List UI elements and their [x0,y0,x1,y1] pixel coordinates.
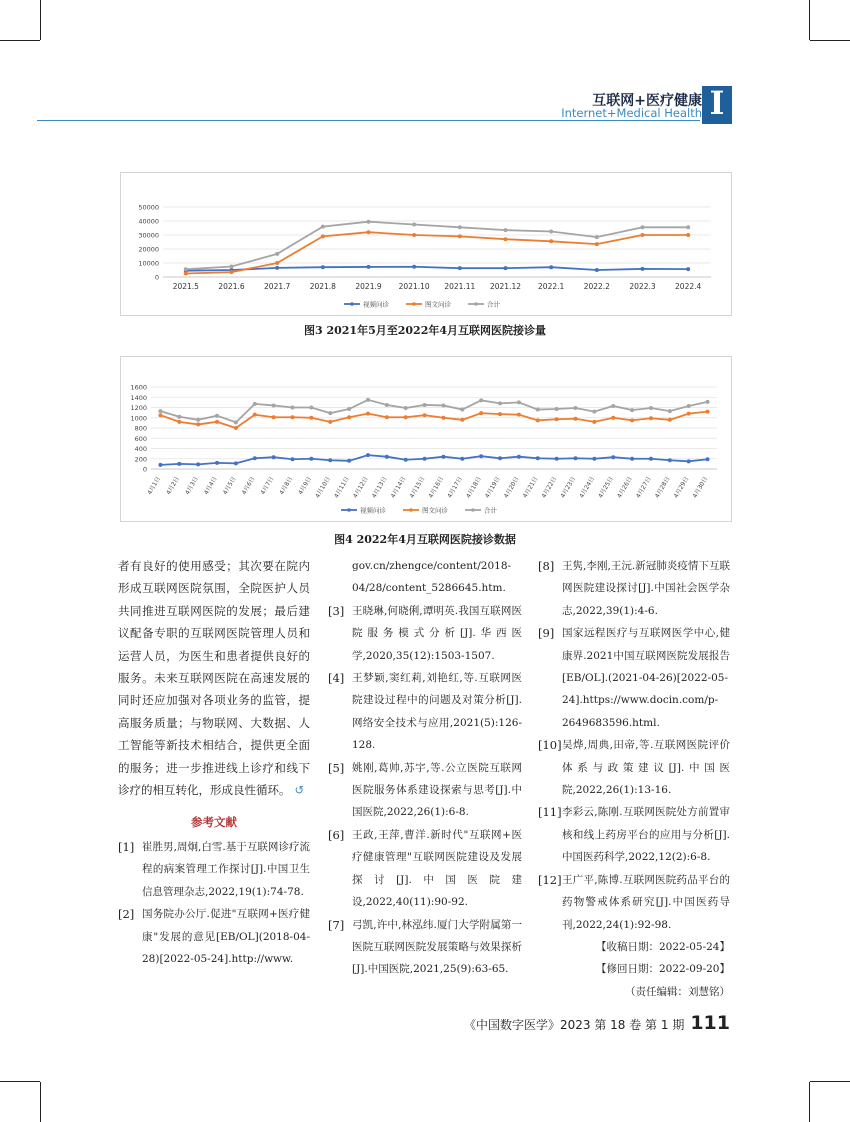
y-tick-label: 600 [134,434,147,443]
reference-text: 国务院办公厅.促进"互联网+医疗健康"发展的意见[EB/OL](2018-04-28)[2022-05-24].http://www. [142,908,310,965]
data-point [504,237,508,241]
reference-text: 崔胜男,周炯,白雪.基于互联网诊疗流程的病案管理工作探讨[J].中国卫生信息管理杂志,2022,19(1):74-78. [142,840,310,898]
data-point [347,459,351,463]
reference-number: [6] [328,827,345,842]
x-tick-label: 2021.7 [264,282,291,291]
reference-text: 王晓琳,何晓俐,谭明英.我国互联网医院服务模式分析[J].华西医学,2020,35(12):1503-1507. [352,604,522,662]
figure-4-caption: 图4 2022年4月互联网医院接诊数据 [334,533,516,546]
reference-item [538,801,730,868]
reference-text: 李彩云,陈刚.互联网医院处方前置审核和线上药房平台的应用与分析[J].中国医药科学,2022,12(2):6-8. [562,806,730,864]
data-point [230,270,234,274]
data-point [668,418,672,422]
data-point [687,404,691,408]
y-tick-label: 400 [134,445,147,453]
data-point [630,408,634,412]
figure-3-caption: 图3 2021年5月至2022年4月互联网医院接诊量 [303,324,547,337]
x-tick-label: 4月25日 [597,475,615,500]
x-tick-label: 4月8日 [278,475,295,497]
data-point [423,403,427,407]
legend-label: 合计 [487,300,500,309]
data-point [423,413,427,417]
data-point [309,406,313,410]
data-point [641,225,645,229]
received-date: 【收稿日期：2022-05-24】 [595,940,730,953]
journal-name: 《中国数字医学》2023 第 18 卷 第 1 期 [463,1018,685,1032]
figure-4-chart [120,356,732,522]
x-tick-label: 4月29日 [672,475,691,500]
x-tick-label: 4月21日 [521,475,540,500]
data-point [253,413,257,417]
reference-item [328,600,522,667]
reference-text: 王梦颖,窦红莉,刘艳红,等.互联网医院建设过程中的问题及对策分析[J].网络安全技术与应用,2021(5):126-128. [352,672,522,752]
crop-mark [809,1082,810,1122]
data-point [706,400,710,404]
reference-number: [2] [118,907,135,922]
y-tick-label: 20000 [138,245,159,254]
data-point [536,408,540,412]
reference-number: [11] [538,805,562,820]
y-tick-label: 1400 [130,393,147,402]
series-line-2 [186,222,688,270]
column-1 [118,555,310,970]
data-point [498,401,502,405]
reference-number: [1] [118,839,135,854]
data-point [630,457,634,461]
data-point [366,398,370,402]
data-point [275,252,279,256]
responsible-editor: （责任编辑：刘慧铭） [625,985,730,998]
data-point [549,265,553,269]
x-tick-label: 2022.3 [629,282,656,291]
data-point [412,265,416,269]
data-point [347,407,351,411]
series-line-0 [160,455,707,465]
crop-mark [0,1081,40,1082]
data-point [479,411,483,415]
data-point [367,265,371,269]
x-tick-label: 2021.11 [444,282,476,291]
crop-mark [40,1082,41,1122]
data-point [272,455,276,459]
data-point [291,406,295,410]
data-point [275,261,279,265]
data-point [706,410,710,414]
reference-text: 弓凯,许中,林泓纬.厦门大学附属第一医院互联网医院发展策略与效果探析[J].中国医院,2021,25(9):63-65. [352,918,522,976]
data-point [184,267,188,271]
data-point [441,455,445,459]
y-tick-label: 1200 [130,404,147,412]
data-point [321,225,325,229]
crop-mark [809,0,810,40]
figure-3-chart [120,172,732,316]
data-point [687,459,691,463]
x-tick-label: 4月15日 [408,475,427,500]
data-point [706,457,710,461]
data-point [196,422,200,426]
series-line-0 [186,267,688,271]
y-tick-label: 0 [142,465,147,474]
x-tick-label: 4月24日 [578,475,597,500]
y-tick-label: 1000 [130,414,147,423]
revised-date: 【修回日期：2022-09-20】 [595,963,730,976]
legend-marker [471,508,475,512]
references-heading: 参考文献 [191,815,237,830]
data-point [385,415,389,419]
data-point [574,456,578,460]
data-point [196,418,200,422]
page-footer [464,1012,730,1034]
reference-continuation: gov.cn/zhengce/content/2018-04/28/content_5286645.htm. [352,560,512,595]
x-tick-label: 2021.5 [172,282,199,291]
reference-item [118,903,310,970]
reference-item [538,622,730,734]
x-tick-label: 4月2日 [165,475,182,497]
data-point [574,406,578,410]
data-point [549,239,553,243]
data-point [441,416,445,420]
data-point [595,268,599,272]
x-tick-label: 2021.10 [398,282,430,291]
x-tick-label: 4月18日 [465,475,483,500]
data-point [404,406,408,410]
x-tick-label: 4月9日 [297,475,314,497]
reference-number: [3] [328,603,345,618]
y-tick-label: 1600 [130,383,147,392]
x-tick-label: 4月4日 [202,475,219,497]
data-point [668,458,672,462]
data-point [504,228,508,232]
data-point [404,415,408,419]
data-point [536,456,540,460]
reference-text: 姚刚,葛帅,苏宇,等.公立医院互联网医院服务体系建设探索与思考[J].中国医院,2022,26(1):6-8. [352,761,522,819]
section-logo [702,86,732,124]
y-tick-label: 50000 [138,203,159,212]
x-tick-label: 4月20日 [502,475,521,500]
reference-item [538,555,730,622]
x-tick-label: 2022.2 [583,282,610,291]
data-point [460,457,464,461]
data-point [328,411,332,415]
data-point [555,457,559,461]
data-point [649,457,653,461]
x-tick-label: 4月3日 [184,475,200,497]
data-point [309,416,313,420]
reference-item [118,836,310,903]
x-tick-label: 2022.1 [538,282,565,291]
data-point [423,457,427,461]
y-tick-label: 200 [134,455,147,464]
references-list-col3 [538,555,730,936]
data-point [215,461,219,465]
data-point [441,403,445,407]
data-point [498,456,502,460]
reference-number: [12] [538,872,562,887]
x-tick-label: 4月30日 [691,475,710,500]
data-point [177,420,181,424]
data-point [592,420,596,424]
crop-mark [40,0,41,40]
x-tick-label: 4月19日 [483,475,502,500]
data-point [479,454,483,458]
reference-item [328,667,522,757]
y-tick-label: 800 [134,424,147,433]
reference-item [328,914,522,981]
data-point [253,456,257,460]
reference-number: [7] [328,917,345,932]
running-header-title: 互联网+医疗健康 [592,93,702,109]
section-logo-letter: I [709,84,725,122]
data-point [385,403,389,407]
data-point [611,455,615,459]
data-point [687,412,691,416]
x-tick-label: 2021.12 [489,282,522,291]
figure-3-svg [121,173,731,315]
column-3 [538,555,730,1003]
x-tick-label: 4月6日 [240,475,257,497]
legend-marker [347,508,351,512]
data-point [611,404,615,408]
references-list-col1 [118,836,310,970]
legend-marker [474,302,478,306]
crop-mark [0,40,40,41]
x-tick-label: 4月5日 [221,475,238,497]
running-header-subtitle: Internet+Medical Health [561,106,702,120]
y-tick-label: 0 [154,273,159,282]
legend-label: 视频问诊 [360,506,386,515]
x-tick-label: 4月7日 [259,475,276,497]
header-rule [37,120,700,121]
x-tick-label: 2021.9 [355,282,382,291]
reference-number: [9] [538,626,555,641]
data-point [321,234,325,238]
data-point [668,409,672,413]
crop-mark [810,1081,850,1082]
data-point [184,272,188,276]
data-point [234,420,238,424]
data-point [630,418,634,422]
x-tick-label: 2022.4 [675,282,702,291]
x-tick-label: 4月14日 [389,475,408,500]
data-point [641,267,645,271]
data-point [366,453,370,457]
data-point [686,233,690,237]
data-point [234,461,238,465]
data-point [460,408,464,412]
reference-number: [10] [538,738,562,753]
data-point [595,242,599,246]
data-point [158,413,162,417]
data-point [291,457,295,461]
reference-number: [5] [328,760,345,775]
x-tick-label: 4月28日 [653,475,672,500]
data-point [366,412,370,416]
data-point [215,414,219,418]
data-point [253,402,257,406]
x-tick-label: 4月10日 [314,475,332,500]
data-point [592,457,596,461]
reference-item [328,757,522,824]
data-point [592,410,596,414]
x-tick-label: 4月11日 [333,475,351,500]
data-point [177,415,181,419]
reference-number: [8] [538,559,555,573]
legend-marker [409,508,413,512]
data-point [458,266,462,270]
page-number: 111 [690,1012,730,1034]
data-point [215,420,219,424]
data-point [641,233,645,237]
data-point [412,233,416,237]
data-point [275,266,279,270]
data-point [555,407,559,411]
crop-mark [810,40,850,41]
references-list-col2 [328,600,522,981]
x-tick-label: 4月13日 [370,475,389,500]
data-point [479,398,483,402]
x-tick-label: 4月23日 [559,475,578,500]
x-tick-label: 4月27日 [634,475,653,500]
x-tick-label: 4月17日 [446,475,465,500]
data-point [272,403,276,407]
data-point [328,420,332,424]
data-point [291,415,295,419]
x-tick-label: 4月16日 [427,475,446,500]
data-point [347,415,351,419]
data-point [498,412,502,416]
column-2 [328,555,522,981]
legend-marker [412,302,416,306]
data-point [158,463,162,467]
data-point [517,413,521,417]
x-tick-label: 4月22日 [540,475,559,500]
data-point [649,416,653,420]
data-point [458,225,462,229]
data-point [272,415,276,419]
data-point [367,230,371,234]
data-point [234,426,238,430]
x-tick-label: 4月26日 [616,475,634,500]
data-point [177,462,181,466]
data-point [536,418,540,422]
data-point [158,409,162,413]
data-point [549,230,553,234]
series-line-1 [160,412,707,428]
data-point [686,267,690,271]
data-point [517,400,521,404]
reference-item [538,734,730,801]
reference-number: [4] [328,671,345,686]
body-paragraph [118,555,310,801]
end-mark-icon: ↺ [294,783,305,798]
reference-text: 吴烨,周典,田帝,等.互联网医院评价体系与政策建议[J].中国医院,2022,26(1):13-16. [562,739,730,797]
legend-label: 图文问诊 [422,506,448,515]
data-point [555,417,559,421]
y-tick-label: 30000 [138,231,159,240]
x-tick-label: 2021.6 [218,282,245,291]
x-tick-label: 4月1日 [146,475,163,497]
legend-marker [350,302,354,306]
x-tick-label: 2021.8 [309,282,336,291]
legend-label: 视频问诊 [363,300,389,309]
x-tick-label: 4月12日 [351,475,370,500]
data-point [196,462,200,466]
data-point [458,234,462,238]
data-point [686,225,690,229]
reference-text: 国家远程医疗与互联网医学中心,健康界.2021中国互联网医院发展报告[EB/OL].(2021-04-26)[2022-05-24].https://www.docin.com/p-2649683596.html. [562,627,730,729]
legend-label: 合计 [484,506,497,515]
reference-text: 王政,王萍,曹洋.新时代"互联网+医疗健康管理"互联网医院建设及发展探讨[J].中国医院建设,2022,40(11):90-92. [352,828,522,909]
reference-item [538,869,730,936]
data-point [412,223,416,227]
data-point [649,406,653,410]
figure-4-svg [121,357,731,521]
data-point [328,458,332,462]
legend-label: 图文问诊 [425,300,451,309]
data-point [517,455,521,459]
body-paragraph-text: 者有良好的使用感受；其次要在院内形成互联网医院氛围，全院医护人员共同推进互联网医院的发展；最后建议配备专职的互联网医院管理人员和运营人员，为医生和患者提供良好的服务。未来互联网医院在高速发展的同时还应加强对各项业务的监管，提高服务质量；与物联网、大数据、人工智能等新技术相结合，提供更全面的服务；进一步推进线上诊疗和线下诊疗的相互转化，形成良性循环。 [118,559,310,798]
data-point [230,265,234,269]
data-point [595,235,599,239]
data-point [321,265,325,269]
data-point [574,417,578,421]
reference-item [328,824,522,914]
data-point [309,457,313,461]
data-point [404,458,408,462]
data-point [367,220,371,224]
data-point [460,418,464,422]
reference-text: 王广平,陈博.互联网医院药品平台的药物警戒体系研究[J].中国医药导刊,2022,24(1):92-98. [562,873,730,931]
reference-text: 王隽,李刚,王沅.新冠肺炎疫情下互联网医院建设探讨[J].中国社会医学杂志,2022,39(1):4-6. [562,560,730,617]
data-point [504,266,508,270]
y-tick-label: 10000 [138,259,159,268]
data-point [385,455,389,459]
data-point [611,416,615,420]
y-tick-label: 40000 [138,217,159,226]
